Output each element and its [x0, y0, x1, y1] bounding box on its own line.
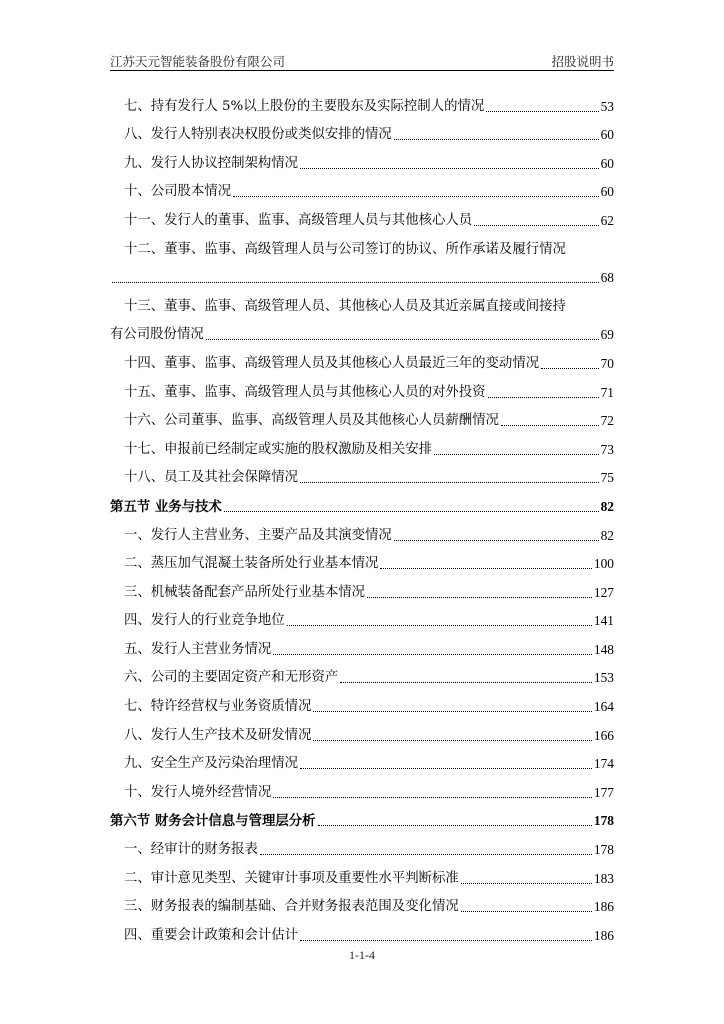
header-divider: [110, 70, 614, 71]
toc-entry[interactable]: [110, 429, 614, 458]
toc-leader-dots: [300, 768, 592, 769]
toc-entry[interactable]: [110, 372, 614, 401]
toc-leader-dots: [367, 597, 592, 598]
toc-entry-title[interactable]: 一、发行人主营业务、主要产品及其演变情况: [124, 527, 392, 543]
toc-entry-title[interactable]: 三、机械装备配套产品所处行业基本情况: [124, 584, 366, 600]
toc-page-number: 62: [600, 212, 614, 228]
toc-entry-title[interactable]: 第五节 业务与技术: [110, 498, 222, 515]
toc-entry-title[interactable]: 四、重要会计政策和会计估计: [124, 927, 299, 943]
toc-entry-section[interactable]: [110, 801, 614, 830]
toc-entry-title[interactable]: 七、持有发行人 5%以上股份的主要股东及实际控制人的情况: [124, 98, 485, 114]
toc-entry[interactable]: [110, 715, 614, 744]
toc-entry-title[interactable]: 八、发行人生产技术及研发情况: [124, 727, 312, 743]
toc-entry-title[interactable]: 十八、员工及其社会保障情况: [124, 470, 299, 486]
toc-entry[interactable]: [110, 858, 614, 887]
toc-entry[interactable]: [110, 143, 614, 172]
toc-entry-title[interactable]: 十三、董事、监事、高级管理人员、其他核心人员及其近亲属直接或间接持: [124, 298, 566, 314]
toc-page-number: 127: [593, 584, 614, 600]
toc-leader-dots: [394, 139, 599, 140]
toc-entry-title[interactable]: 六、公司的主要固定资产和无形资产: [124, 670, 339, 686]
toc-leader-dots: [340, 682, 592, 683]
toc-entry-title[interactable]: 七、特许经营权与业务资质情况: [124, 699, 312, 715]
toc-entry[interactable]: [110, 401, 614, 430]
toc-leader-dots: [394, 540, 599, 541]
toc-entry[interactable]: [110, 286, 614, 315]
table-of-contents: [110, 86, 614, 944]
toc-page-number: 69: [600, 327, 614, 343]
toc-entry-title[interactable]: 一、经审计的财务报表: [124, 842, 258, 858]
toc-entry[interactable]: [110, 772, 614, 801]
toc-entry-title[interactable]: 十五、董事、监事、高级管理人员与其他核心人员的对外投资: [124, 384, 486, 400]
toc-page-number: 53: [600, 98, 614, 114]
toc-leader-dots: [206, 339, 599, 340]
toc-leader-dots: [273, 797, 592, 798]
header-company-name: 江苏天元智能装备股份有限公司: [110, 54, 286, 69]
toc-page-number: 72: [600, 413, 614, 429]
toc-entry-title[interactable]: 三、财务报表的编制基础、合并财务报表范围及变化情况: [124, 899, 459, 915]
toc-page-number: 60: [600, 127, 614, 143]
toc-entry[interactable]: [110, 200, 614, 229]
toc-leader-dots: [313, 740, 591, 741]
toc-page-number: 178: [593, 842, 614, 858]
toc-entry-title[interactable]: 五、发行人主营业务情况: [124, 641, 272, 657]
toc-entry[interactable]: [110, 458, 614, 487]
toc-leader-dots: [486, 111, 598, 112]
toc-entry[interactable]: [110, 829, 614, 858]
toc-entry[interactable]: [110, 115, 614, 144]
toc-page-number: 60: [600, 155, 614, 171]
toc-page-number: 73: [600, 441, 614, 457]
toc-entry[interactable]: [110, 601, 614, 630]
toc-page-number: 166: [593, 727, 614, 743]
toc-entry[interactable]: [110, 343, 614, 372]
toc-leader-dots: [300, 482, 599, 483]
toc-entry[interactable]: [110, 229, 614, 258]
toc-entry-title[interactable]: 四、发行人的行业竞争地位: [124, 613, 285, 629]
toc-page-number: 82: [600, 498, 614, 514]
toc-leader-dots: [380, 568, 591, 569]
toc-entry[interactable]: [110, 686, 614, 715]
toc-entry[interactable]: [110, 629, 614, 658]
toc-page-number: 174: [593, 756, 614, 772]
page-number: 1-1-4: [349, 948, 375, 962]
toc-leader-dots: [112, 282, 599, 283]
toc-entry-title[interactable]: 九、安全生产及污染治理情况: [124, 756, 299, 772]
toc-leader-dots: [461, 911, 592, 912]
toc-leader-dots: [434, 454, 599, 455]
toc-leader-dots: [300, 168, 599, 169]
toc-entry-section[interactable]: [110, 486, 614, 515]
toc-entry-title[interactable]: 十一、发行人的董事、监事、高级管理人员与其他核心人员: [124, 212, 473, 228]
toc-leader-dots: [233, 196, 598, 197]
toc-entry-continuation[interactable]: [110, 315, 614, 344]
toc-page-number: 141: [593, 613, 614, 629]
toc-page-number: 183: [593, 870, 614, 886]
toc-leader-dots: [260, 854, 592, 855]
toc-entry-title[interactable]: 十六、公司董事、监事、高级管理人员及其他核心人员薪酬情况: [124, 413, 499, 429]
toc-entry-title-continued[interactable]: 有公司股份情况: [110, 327, 204, 343]
toc-page-number: 75: [600, 470, 614, 486]
toc-entry[interactable]: [110, 172, 614, 201]
toc-entry[interactable]: [110, 887, 614, 916]
toc-leader-dots: [313, 711, 591, 712]
toc-entry[interactable]: [110, 515, 614, 544]
toc-leader-dots: [541, 368, 599, 369]
toc-leader-dots: [287, 625, 592, 626]
toc-page-number: 164: [593, 699, 614, 715]
toc-leader-dots: [224, 511, 599, 512]
toc-entry[interactable]: [110, 86, 614, 115]
toc-leader-dots: [501, 425, 599, 426]
toc-entry-title[interactable]: 十四、董事、监事、高级管理人员及其他核心人员最近三年的变动情况: [124, 355, 540, 371]
toc-entry[interactable]: [110, 572, 614, 601]
header-document-type: 招股说明书: [551, 54, 614, 69]
toc-page-number: 68: [600, 270, 614, 286]
toc-page-number: 70: [600, 355, 614, 371]
toc-leader-dots: [488, 397, 599, 398]
page-header: [110, 52, 614, 70]
toc-entry-title[interactable]: 十七、申报前已经制定或实施的股权激励及相关安排: [124, 441, 432, 457]
toc-leader-dots: [300, 940, 592, 941]
toc-page-number: 100: [593, 556, 614, 572]
toc-entry-title[interactable]: 第六节 财务会计信息与管理层分析: [110, 813, 316, 830]
toc-page-number: 186: [593, 899, 614, 915]
toc-entry-title[interactable]: 二、审计意见类型、关键审计事项及重要性水平判断标准: [124, 870, 459, 886]
toc-page-number: 153: [593, 670, 614, 686]
toc-entry-title[interactable]: 八、发行人特别表决权股份或类似安排的情况: [124, 127, 392, 143]
toc-entry[interactable]: [110, 744, 614, 773]
toc-leader-dots: [474, 225, 598, 226]
toc-entry-title[interactable]: 十二、董事、监事、高级管理人员与公司签订的协议、所作承诺及履行情况: [124, 241, 566, 257]
toc-entry[interactable]: [110, 658, 614, 687]
toc-entry[interactable]: [110, 544, 614, 573]
toc-page-number: 186: [593, 927, 614, 943]
toc-entry-title[interactable]: 二、蒸压加气混凝土装备所处行业基本情况: [124, 556, 379, 572]
toc-page-number: 177: [593, 784, 614, 800]
toc-leader-dots: [461, 883, 592, 884]
toc-page-number: 178: [593, 813, 614, 829]
toc-page-number: 71: [600, 384, 614, 400]
toc-leader-dots: [318, 825, 592, 826]
toc-page-number: 60: [600, 184, 614, 200]
toc-entry[interactable]: [110, 915, 614, 944]
toc-entry-title[interactable]: 九、发行人协议控制架构情况: [124, 155, 299, 171]
toc-entry-continuation[interactable]: [110, 258, 614, 287]
toc-page-number: 82: [600, 527, 614, 543]
toc-entry-title[interactable]: 十、公司股本情况: [124, 184, 232, 200]
toc-entry-title[interactable]: 十、发行人境外经营情况: [124, 784, 272, 800]
toc-leader-dots: [273, 654, 592, 655]
toc-page-number: 148: [593, 641, 614, 657]
